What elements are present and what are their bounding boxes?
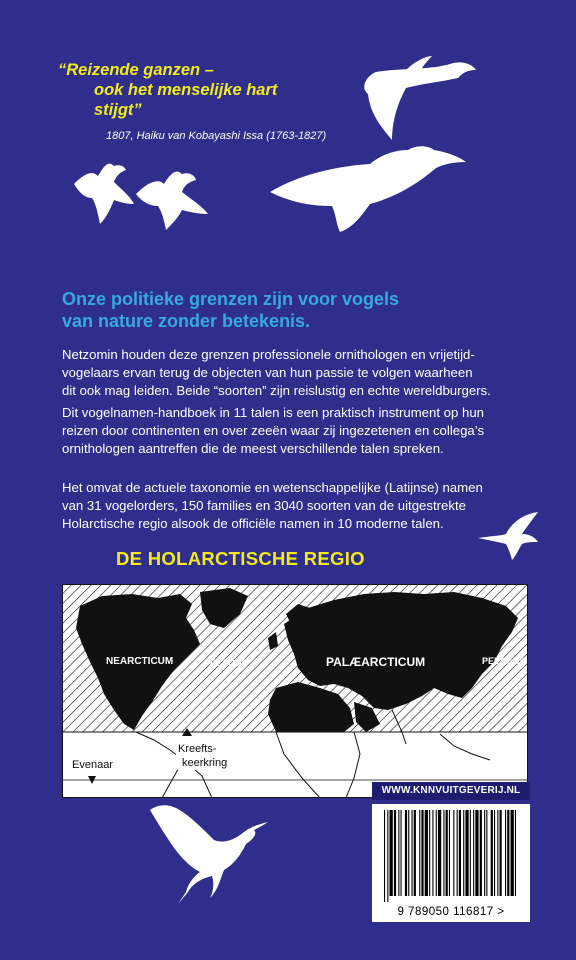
goose-icon xyxy=(270,146,466,232)
goose-icon xyxy=(74,164,134,224)
goose-icon xyxy=(136,172,208,230)
lead-heading xyxy=(62,288,532,332)
paragraph-line: van 31 vogelorders, 150 families en 3040 soorten van de uitgestrekte xyxy=(62,498,466,513)
isbn-barcode xyxy=(372,804,530,922)
haiku-citation: 1807, Haiku van Kobayashi Issa (1763-1827) xyxy=(106,130,327,142)
paragraph-3 xyxy=(62,479,518,533)
haiku-line-2: ook het menselijke hart xyxy=(94,81,278,99)
hummingbird-icon xyxy=(476,512,548,560)
lead-line-2: van nature zonder betekenis. xyxy=(62,311,311,331)
paragraph-line: dit ook mag leiden. Beide “soorten” zijn reislustig en echte wereldburgers. xyxy=(62,383,491,398)
label-nearcticum: NEARCTICUM xyxy=(106,656,174,667)
paragraph-1 xyxy=(62,346,518,400)
haiku-quote xyxy=(58,60,358,120)
paragraph-line: Dit vogelnamen-handboek in 11 talen is een praktisch instrument op hun xyxy=(62,405,485,420)
region-title: DE HOLARCTISCHE REGIO xyxy=(116,548,365,569)
label-kreefts-1: Kreefts- xyxy=(178,743,217,755)
paragraph-line: Netzomin houden deze grenzen professionele ornithologen en vrijetijd- xyxy=(62,347,475,362)
paragraph-line: vogelaars ervan terug de objecten van hun passie te volgen waarheen xyxy=(62,365,473,380)
isbn-number: 9 789050 116817 > xyxy=(397,906,505,918)
paragraph-line: Holarctische regio alsook de officiële namen in 10 moderne talen. xyxy=(62,516,444,531)
haiku-line-1: “Reizende ganzen – xyxy=(58,61,214,79)
publisher-url[interactable]: WWW.KNNVUITGEVERIJ.NL xyxy=(372,782,530,800)
paragraph-line: reizen door continenten en over zeeën waar zij ingezetenen en collega’s xyxy=(62,423,485,438)
label-pelagus-left: PELAGUS xyxy=(204,658,248,668)
holarctic-map xyxy=(62,584,528,798)
lead-line-1: Onze politieke grenzen zijn voor vogels xyxy=(62,289,400,309)
label-kreefts-2: keerkring xyxy=(182,757,228,769)
roadrunner-icon xyxy=(148,800,272,910)
label-evenaar: Evenaar xyxy=(72,759,113,771)
label-pelagus-right: PELAGUS xyxy=(482,656,526,666)
paragraph-2 xyxy=(62,404,518,458)
haiku-line-3: stijgt” xyxy=(94,101,142,119)
goose-icon xyxy=(364,56,476,140)
paragraph-line: ornithologen aantreffen die de meest verschillende talen spreken. xyxy=(62,441,444,456)
paragraph-line: Het omvat de actuele taxonomie en wetenschappelijke (Latijnse) namen xyxy=(62,480,483,495)
label-palaearcticum: PALÆARCTICUM xyxy=(326,655,426,669)
